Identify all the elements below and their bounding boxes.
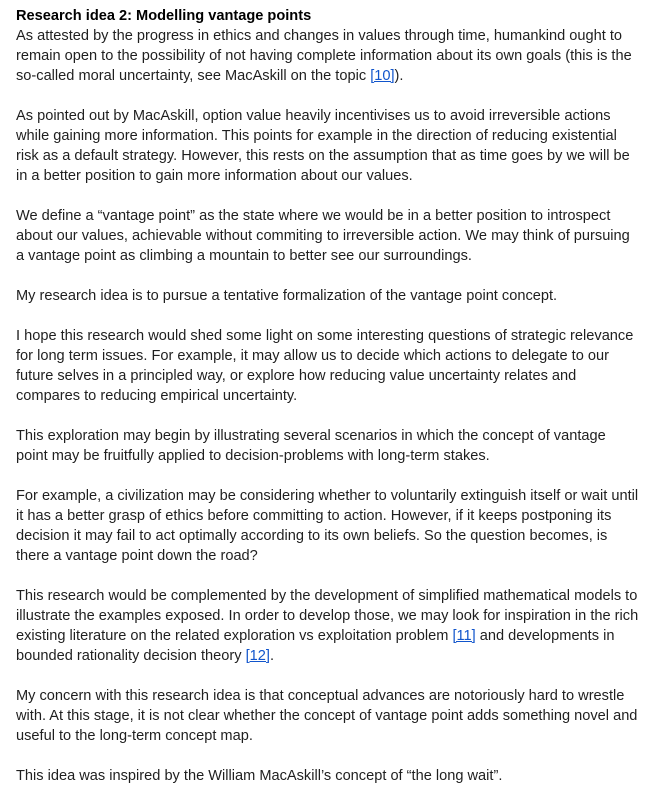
paragraph-tail: . [269, 648, 275, 664]
paragraph-research-idea: My research idea is to pursue a tentative formalization of the vantage point concept. [16, 288, 558, 304]
reference-link-12[interactable]: [12] [245, 648, 270, 664]
reference-link-10[interactable]: [10] [370, 68, 395, 84]
paragraph-inspiration: This idea was inspired by the William MacAskill’s concept of “the long wait”. [16, 768, 503, 784]
paragraph-text: This research would be complemented by the development of simplified mathematical models to illustrate the examples exposed. In order to develop those, we may look for inspiration in the rich existing literature on the related exploration vs exploitation problem [16, 588, 639, 644]
paragraph-civilization-example: For example, a civilization may be considering whether to voluntarily extinguish itself or wait until it has a better grasp of ethics before committing to action. However, if it keeps postponing its decision it may fail to act optimally according to its own beliefs. So the question becomes, is there a vantage point down the road? [16, 488, 639, 564]
paragraph-hope: I hope this research would shed some light on some interesting questions of strategic relevance for long term issues. For example, it may allow us to decide which actions to delegate to our future selves in a principled way, or explore how reducing value uncertainty relates and compares to reducing empirical uncertainty. [16, 328, 634, 404]
paragraph-text: As attested by the progress in ethics and changes in values through time, humankind ought to remain open to the possibility of not having complete information about its own goals (this is the so-called moral uncertainty, see MacAskill on the topic [16, 28, 632, 84]
paragraph-mathematical-models [16, 586, 639, 666]
paragraph-exploration: This exploration may begin by illustrating several scenarios in which the concept of vantage point may be fruitfully applied to decision-problems with long-term stakes. [16, 428, 606, 464]
section-heading: Research idea 2: Modelling vantage points [16, 8, 312, 24]
paragraph-vantage-definition: We define a “vantage point” as the state where we would be in a better position to introspect about our values, achievable without commiting to irreversible action. We may think of pursuing a vantage point as climbing a mountain to better see our surroundings. [16, 208, 630, 264]
paragraph-tail: ). [394, 68, 404, 84]
paragraph-text: and developments in bounded rationality decision theory [16, 628, 615, 664]
reference-link-11[interactable]: [11] [452, 628, 476, 644]
paragraph-moral-uncertainty [16, 26, 639, 86]
paragraph-concern: My concern with this research idea is that conceptual advances are notoriously hard to wrestle with. At this stage, it is not clear whether the concept of vantage point adds something novel and useful to the long-term concept map. [16, 688, 638, 744]
paragraph-option-value: As pointed out by MacAskill, option value heavily incentivises us to avoid irreversible actions while gaining more information. This points for example in the direction of reducing existential risk as a default strategy. However, this rests on the assumption that as time goes by we will be in a better position to gain more information about our values. [16, 108, 630, 184]
